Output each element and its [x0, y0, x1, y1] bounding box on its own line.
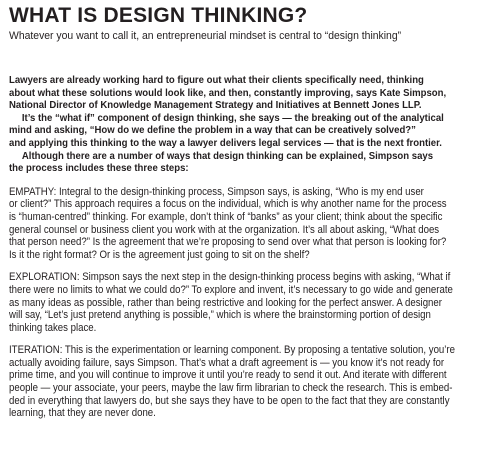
intro-paragraph	[9, 113, 493, 151]
intro-line: It’s the “what if” component of design thinking, she says — the breaking out of the analytical	[21, 112, 444, 124]
intro-line: the process includes these three steps:	[9, 163, 189, 175]
step-line: EXPLORATION: Simpson says the next step in the design-thinking process begins with asking, “What if	[9, 271, 451, 284]
intro-paragraph	[9, 151, 493, 176]
step-exploration	[9, 271, 493, 334]
step-line: prime time, and you will continue to improve it until you’re ready to send it out. And iterate with different	[9, 369, 447, 382]
step-line: thinking takes place.	[9, 321, 97, 334]
step-line: actually avoiding failure, says Simpson. That’s what a draft agreement is — you know it’s not ready for	[9, 356, 445, 369]
step-line: learning, that they are never done.	[9, 407, 156, 420]
article	[9, 4, 493, 420]
intro-block	[9, 75, 493, 176]
step-line: ITERATION: This is the experimentation or learning component. By proposing a tentative solution, you’re	[9, 344, 456, 357]
step-empathy	[9, 186, 493, 262]
intro-line: mind and asking, “How do we define the problem in a way that can be creatively solved?”	[9, 125, 416, 137]
step-line: general counsel or business client you work with at the organization. It’s all about asking, “What does	[9, 223, 440, 236]
step-line: that person need?” Is the agreement that we’re proposing to send over what that person is looking for?	[9, 236, 447, 249]
article-title: WHAT IS DESIGN THINKING?	[9, 4, 308, 27]
intro-line: Lawyers are already working hard to figure out what their clients specifically need, thinking	[9, 75, 424, 86]
step-line: is “human-centred” thinking. For example, don’t think of “banks” as your client; think about the specific	[9, 210, 443, 223]
step-iteration	[9, 344, 493, 420]
step-line: there were no limits to what we could do?” To explore and invent, it’s necessary to go wide and generate	[9, 283, 453, 296]
step-line: will say, “Let’s just pretend anything is possible,” which is where the brainstorming portion of design	[9, 309, 431, 322]
intro-paragraph	[9, 75, 493, 113]
step-line: or client?” This approach requires a focus on the individual, which is why another name for the process	[9, 198, 447, 211]
intro-line: about what these solutions would look like, and then, constantly improving, says Kate Simpson,	[9, 87, 447, 99]
step-line: people — your associate, your peers, maybe the law firm librarian to check the research. This is embed-	[9, 382, 453, 395]
step-line: Is it the right format? Or is the agreement just going to sit on the shelf?	[9, 248, 310, 261]
intro-line: and applying this thinking to the way a lawyer delivers legal services — that is the next frontier.	[9, 137, 442, 149]
article-subtitle: Whatever you want to call it, an entrepreneurial mindset is central to “design thinking”	[9, 30, 402, 42]
step-line: as many ideas as possible, rather than being restrictive and looking for the perfect answer. A designer	[9, 296, 442, 309]
intro-line: National Director of Knowledge Management Strategy and Initiatives at Bennett Jones LLP.	[9, 100, 422, 112]
intro-line: Although there are a number of ways that design thinking can be explained, Simpson says	[21, 150, 434, 162]
step-line: EMPATHY: Integral to the design-thinking process, Simpson says, is asking, “Who is my end user	[9, 185, 424, 198]
step-line: ded in everything that lawyers do, but she says they have to be open to the fact that they are constantly	[9, 394, 450, 407]
